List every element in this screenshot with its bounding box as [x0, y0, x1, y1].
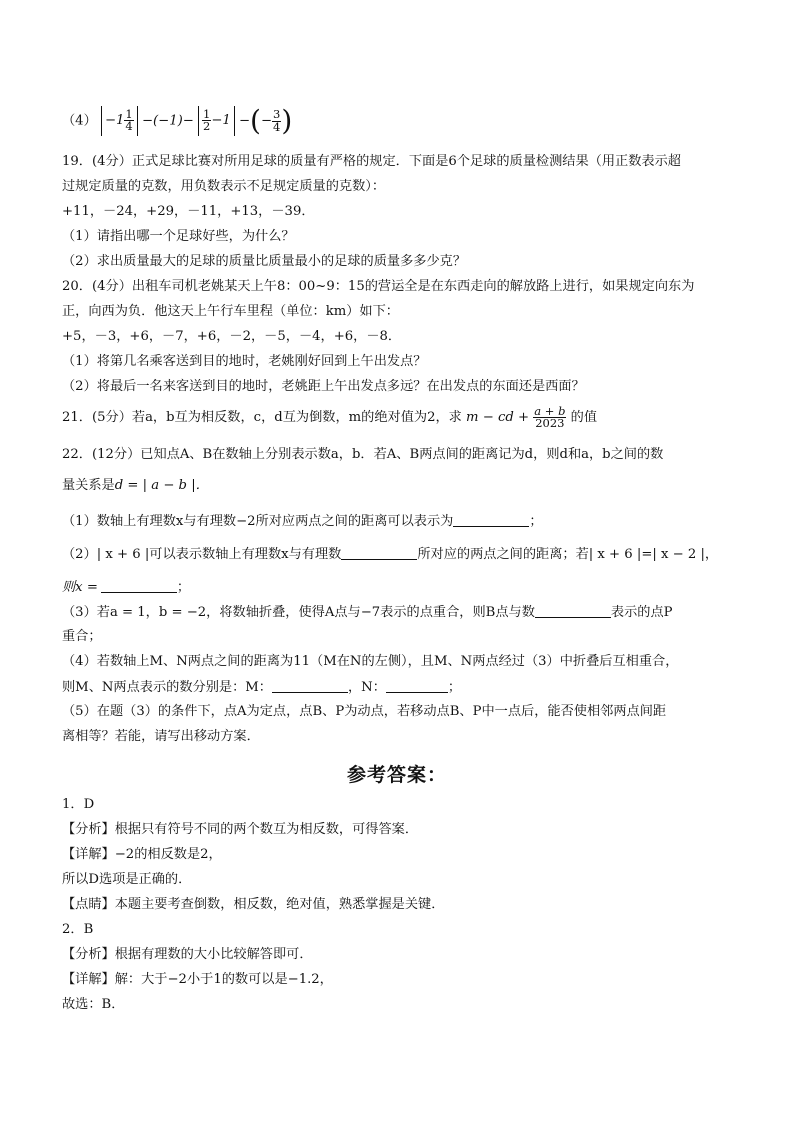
q19-line1: 19．(4分）正式足球比赛对所用足球的质量有严格的规定．下面是6个足球的质量检测结果（用正数表示超 — [62, 154, 681, 169]
q20-line1: 20．(4分）出租车司机老姚某天上午8：00~9：15的营运全是在东西走向的解放路上进行，如果规定向东为 — [62, 279, 695, 294]
q18-4-label: （4） — [62, 113, 97, 129]
q22-s1-blank[interactable] — [453, 512, 529, 527]
answer-1-point: 【点睛】本题主要考查倒数，相反数，绝对值，熟悉掌握是关键． — [62, 897, 445, 912]
answer-1-analysis: 【分析】根据只有符号不同的两个数互为相反数，可得答案． — [62, 822, 419, 837]
q22-s3-cont: 重合； — [62, 629, 102, 644]
q22-s3-text: （3）若a = 1，b = −2，将数轴折叠，使得A点与−7表示的点重合，则B点与数 — [62, 605, 535, 620]
q22-line2 — [62, 477, 209, 495]
q18-4-line: （4） −1 $\frac{1}{4}$ −(−1)− $\frac{1}{2}$ −1 −(− $\frac{3}{4}$ ) — [62, 104, 293, 137]
q22-s2-end: ； — [176, 580, 191, 595]
q22-s2-cont — [62, 578, 190, 597]
q22-s4-n: ，N： — [347, 680, 386, 695]
q21-tail: 的值 — [570, 410, 598, 425]
minus-sign: − — [238, 113, 251, 129]
q22-s2-text: （2）| x + 6 |可以表示数轴上有理数x与有理数 — [62, 547, 342, 562]
answer-2-analysis: 【分析】根据有理数的大小比较解答即可． — [62, 947, 313, 962]
q22-s3-blank[interactable] — [535, 603, 611, 618]
answer-1: 1．D — [62, 797, 95, 812]
abs-term-1: −1 $\frac{1}{4}$ — [101, 106, 138, 136]
answer-2-choice: 故选：B． — [62, 997, 125, 1012]
q19-sub1: （1）请指出哪一个足球好些，为什么？ — [62, 229, 295, 244]
q22-s4: （4）若数轴上M、N两点之间的距离为11（M在N的左侧），且M、N两点经过（3）中折叠后互相重合， — [62, 654, 679, 669]
q22-s2 — [62, 545, 718, 564]
answers-title: 参考答案： — [346, 764, 447, 786]
answer-1-detail: 【详解】−2的相反数是2， — [62, 847, 222, 862]
q22-s1-text: （1）数轴上有理数x与有理数−2所对应两点之间的距离可以表示为 — [62, 514, 454, 529]
q22-s3 — [62, 603, 673, 622]
q19-values: +11，－24，+29，－11，+13，－39． — [62, 204, 315, 219]
answer-2-detail: 【详解】解：大于−2小于1的数可以是−1.2， — [62, 972, 333, 987]
q21-expr: m − cd + — [466, 410, 530, 425]
q22-s4-text: 则M、N两点表示的数分别是：M： — [62, 680, 272, 695]
q22-s5: （5）在题（3）的条件下，点A为定点，点B、P为动点，若移动点B、P中一点后，能否使相邻两点间距 — [62, 704, 667, 719]
q22-line2-expr: d = | a − b |． — [114, 478, 209, 493]
q22-line2-text: 量关系是 — [62, 478, 115, 493]
q21-frac-num: a + b — [534, 403, 566, 418]
answer-1-so: 所以D选项是正确的． — [62, 872, 192, 887]
q21-fraction — [533, 403, 566, 430]
q20-line2: 正，向西为负．他这天上午行车里程（单位：km）如下： — [62, 304, 399, 319]
q22-s4-blank-n[interactable] — [386, 678, 448, 693]
q20-sub1: （1）将第几名乘客送到目的地时，老姚刚好回到上午出发点？ — [62, 354, 427, 369]
q22-s2-blank-1[interactable] — [341, 545, 417, 560]
q19-line2: 过规定质量的克数，用负数表示不足规定质量的克数）： — [62, 179, 386, 194]
q22-s4-blank-m[interactable] — [272, 678, 348, 693]
q22-s1 — [62, 512, 543, 531]
q22-s2-blank-2[interactable] — [101, 578, 177, 593]
minus-neg-one: −(−1)− — [141, 113, 194, 129]
q21-text: 21．(5分）若a，b互为相反数，c，d互为倒数，m的绝对值为2，求 — [62, 410, 462, 425]
q19-sub2: （2）求出质量最大的足球的质量比质量最小的足球的质量多多少克？ — [62, 254, 467, 269]
q22-s2-x: 则x = — [62, 580, 98, 595]
q22-s1-end: ； — [529, 514, 543, 529]
q22-s4-end: ； — [447, 680, 462, 695]
q22-s3-text-b: 表示的点P — [610, 605, 673, 620]
q22-s4-cont — [62, 678, 461, 697]
q21-frac-den: 2023 — [535, 416, 565, 430]
answer-2: 2．B — [62, 922, 94, 937]
q22-s5-cont: 离相等？若能，请写出移动方案． — [62, 729, 260, 744]
abs-term-2: $\frac{1}{2}$ −1 — [198, 106, 235, 136]
q22-s2-text-b: 所对应的两点之间的距离；若| x + 6 |=| x − 2 |， — [417, 547, 719, 562]
q20-sub2: （2）将最后一名来客送到目的地时，老姚距上午出发点多远？在出发点的东面还是西面？ — [62, 379, 585, 394]
q22-line1: 22．(12分）已知点A、B在数轴上分别表示数a，b．若A、B两点间的距离记为d，则d和a，b之间的数 — [62, 447, 664, 462]
q20-values: +5，－3，+6，－7，+6，－2，－5，－4，+6，－8． — [62, 329, 402, 344]
q21-line — [62, 400, 597, 436]
